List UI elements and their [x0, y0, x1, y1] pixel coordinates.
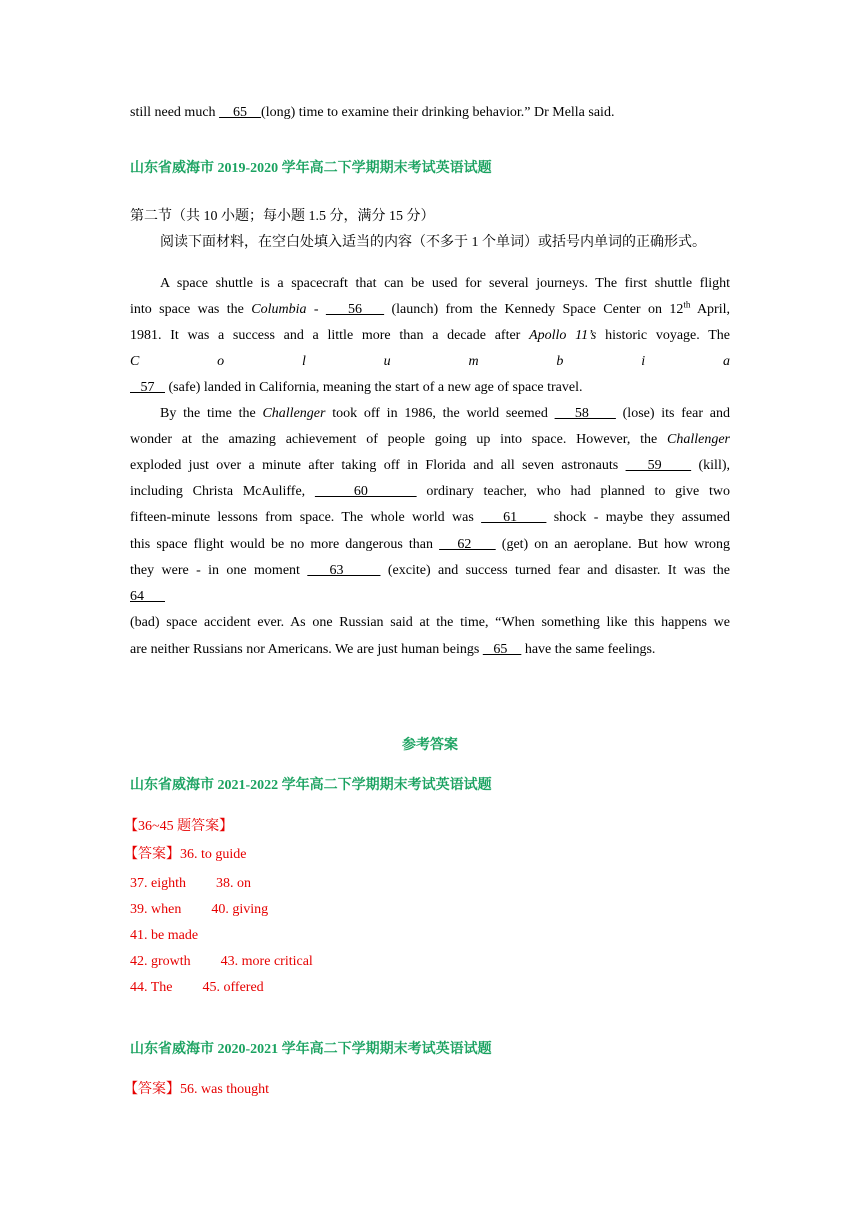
p2-line-9 [130, 613, 730, 633]
section-heading-2019: 山东省威海市 2019-2020 学年高二下学期期末考试英语试题 [130, 161, 492, 176]
letter-o: o [217, 354, 225, 369]
answer-39: 39. when [130, 902, 182, 917]
p1-line-2-text-d: (launch) from the Kennedy Space Center on 12 [384, 302, 684, 317]
p2-line-3 [130, 456, 730, 476]
answer-43: 43. more critical [220, 954, 313, 969]
p2-line-9-text: (bad) space accident ever. As one Russian said at the time, “When something like this happens we [130, 615, 730, 630]
answer-45: 45. offered [202, 980, 264, 995]
p2-line-6-text-a: this space flight would be no more dangerous than [130, 537, 440, 552]
answers-heading-2020: 山东省威海市 2020-2021 学年高二下学期期末考试英语试题 [130, 1042, 492, 1057]
p2-line-2-text-a: wonder at the amazing achievement of people going up into space. However, the [130, 432, 667, 447]
section-subheading: 第二节（共 10 小题；每小题 1.5 分，满分 15 分） [130, 209, 435, 224]
answer-41: 41. be made [130, 928, 199, 943]
p2-line-3-text-b: (kill), [691, 458, 731, 473]
p1-line-2-dash: - [306, 302, 326, 317]
apollo-italic: Apollo 11’s [529, 328, 597, 343]
challenger-italic-2: Challenger [667, 432, 730, 447]
p2-line-7-text-a: they were - in one moment [130, 563, 308, 578]
section-instruction: 阅读下面材料，在空白处填入适当的内容（不多于 1 个单词）或括号内单词的正确形式。 [160, 235, 706, 250]
p2-line-7-text-b: (excite) and success turned fear and disaster. It was the [380, 563, 730, 578]
answer-row-5 [130, 978, 730, 998]
answer-38: 38. on [216, 876, 251, 891]
blank-58: 58 [554, 406, 616, 421]
columbia-italic: Columbia [251, 302, 307, 317]
p1-line-3-text-a: 1981. It was a success and a little more than a decade after [130, 328, 530, 343]
blank-60: 60 [314, 484, 417, 499]
blank-65: 65 [482, 642, 522, 657]
blank-62: 62 [439, 537, 496, 552]
top-line [130, 103, 730, 123]
p1-line-2-text-e: April, [690, 302, 730, 317]
letter-u: u [383, 354, 391, 369]
top-line-pre: still need much [130, 105, 220, 120]
p1-line-1 [130, 274, 730, 294]
letter-a: a [722, 354, 730, 369]
p2-line-1 [130, 404, 730, 424]
blank-56: 56 [325, 302, 385, 317]
p2-line-8 [130, 587, 730, 607]
letter-l: l [301, 354, 306, 369]
answer-row-2 [130, 900, 730, 920]
blank-59: 59 [625, 458, 692, 473]
top-line-post: (long) time to examine their drinking behavior.” Dr Mella said. [261, 105, 615, 120]
answer-37: 37. eighth [130, 876, 186, 891]
p2-line-6-text-b: (get) on an aeroplane. But how wrong [495, 537, 730, 552]
p1-line-5 [130, 378, 730, 398]
blank-57: 57 [130, 380, 165, 395]
answer-row-1 [130, 874, 730, 894]
answer-42: 42. growth [130, 954, 191, 969]
challenger-italic-1: Challenger [262, 406, 326, 421]
p2-line-4-text-b: ordinary teacher, who had planned to give two [416, 484, 730, 499]
answers-range-label: 【36~45 题答案】 [124, 819, 234, 834]
blank-63: 63 [307, 563, 381, 578]
p2-line-1-text-a: By the time the [160, 406, 263, 421]
answer-row-3 [130, 926, 730, 946]
p1-line-4-spread-columbia [130, 352, 730, 372]
answer-40: 40. giving [211, 902, 269, 917]
letter-i: i [641, 354, 646, 369]
p2-line-6 [130, 535, 730, 555]
blank-61: 61 [481, 510, 547, 525]
answer-44: 44. The [130, 980, 173, 995]
p2-line-10-text-b: have the same feelings. [521, 642, 656, 657]
p2-line-4-text-a: including Christa McAuliffe, [130, 484, 315, 499]
p2-line-2 [130, 430, 730, 450]
p1-line-5-text: (safe) landed in California, meaning the start of a new age of space travel. [165, 380, 583, 395]
p2-line-10-text-a: are neither Russians nor Americans. We are just human beings [130, 642, 483, 657]
blank-64: 64 [130, 589, 165, 604]
letter-c: C [130, 354, 140, 369]
p2-line-4 [130, 482, 730, 502]
answers-title: 参考答案 [402, 738, 458, 753]
p1-line-1-text: A space shuttle is a spacecraft that can be used for several journeys. The first shuttle flight [160, 276, 730, 291]
answers-heading-2021: 山东省威海市 2021-2022 学年高二下学期期末考试英语试题 [130, 778, 492, 793]
p2-line-3-text-a: exploded just over a minute after taking off in Florida and all seven astronauts [130, 458, 626, 473]
p2-line-10 [130, 640, 730, 660]
p2-line-1-text-d: (lose) its fear and [615, 406, 730, 421]
answer-56: 【答案】56. was thought [124, 1082, 270, 1097]
p2-line-5 [130, 508, 730, 528]
answer-36: 【答案】36. to guide [124, 847, 247, 862]
p1-line-2-text-a: into space was the [130, 302, 252, 317]
p2-line-1-text-c: took off in 1986, the world seemed [325, 406, 555, 421]
letter-m: m [468, 354, 479, 369]
p2-line-5-text-a: fifteen-minute lessons from space. The whole world was [130, 510, 482, 525]
blank-65-top: 65 [219, 105, 262, 120]
p1-line-2 [130, 300, 730, 320]
ordinal-suffix: th [683, 299, 691, 310]
p1-line-3 [130, 326, 730, 346]
p2-line-7 [130, 561, 730, 581]
letter-b: b [556, 354, 564, 369]
p2-line-5-text-b: shock - maybe they assumed [546, 510, 730, 525]
answer-row-4 [130, 952, 730, 972]
p1-line-3-text-c: historic voyage. The [596, 328, 730, 343]
